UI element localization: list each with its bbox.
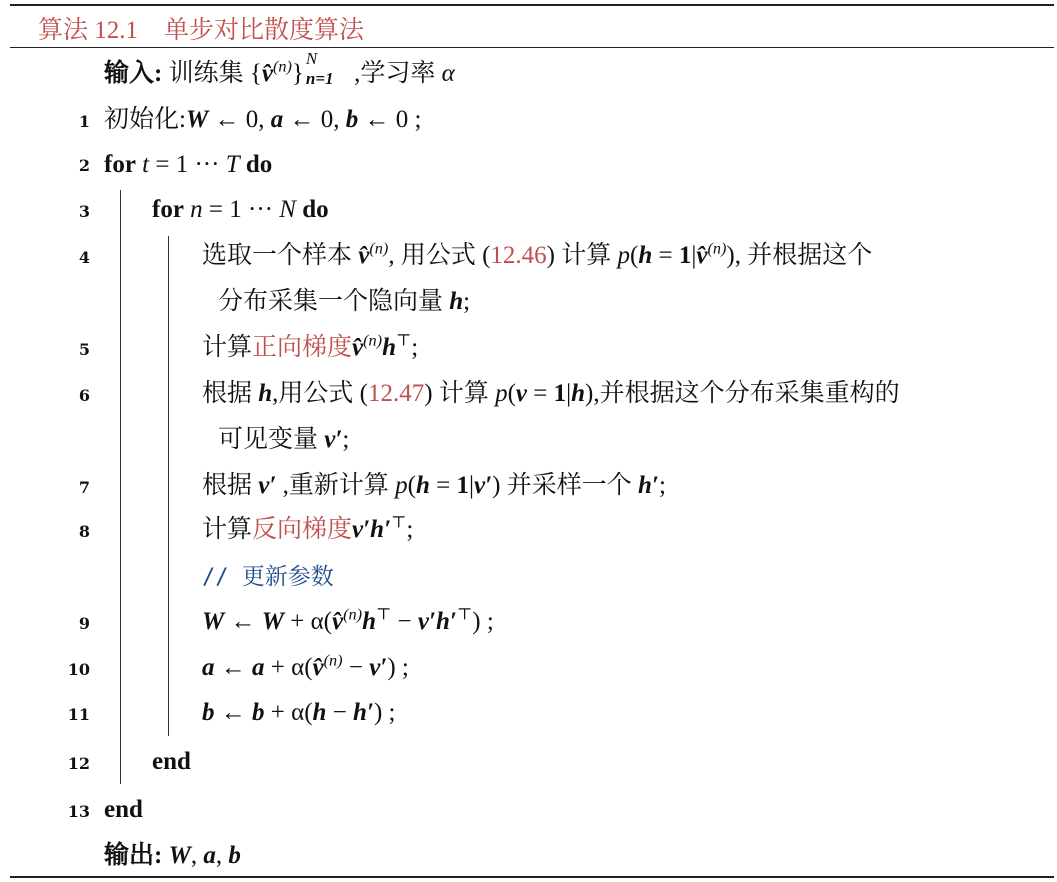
- W-symbol: W: [168, 842, 191, 869]
- v-hat-symbol: v̂: [352, 334, 364, 361]
- line-9: [202, 602, 494, 642]
- v-hat-symbol: v̂: [332, 608, 344, 635]
- line-13: [104, 790, 143, 830]
- algorithm-number: 算法 12.1: [38, 17, 139, 44]
- superscript-n: (n): [363, 331, 383, 350]
- line-number: 3: [78, 202, 90, 221]
- superscript-n: (n): [369, 239, 389, 258]
- line-4: [202, 236, 872, 276]
- line-number: 1: [78, 112, 90, 131]
- do-keyword: do: [302, 196, 329, 223]
- semicolon: ;: [342, 426, 350, 453]
- for-keyword: for: [104, 151, 136, 178]
- h-symbol: h: [449, 288, 464, 315]
- h-symbol: h: [571, 380, 586, 407]
- plus-alpha: + α(: [283, 608, 332, 635]
- a-symbol: a: [270, 106, 284, 133]
- p-symbol: p: [617, 242, 630, 269]
- bold-one: 1: [553, 380, 567, 407]
- alpha-symbol: α: [441, 60, 455, 87]
- output-line: [104, 836, 241, 876]
- line-7: 根据 v′ ,重新计算 p(h = 1|v′) 并采样一个 h′;: [202, 472, 666, 499]
- N-symbol: N: [279, 196, 296, 223]
- h-prime-symbol: h′: [436, 608, 457, 635]
- text: ) 计算: [424, 380, 496, 407]
- inner-loop-bar: [168, 236, 169, 736]
- comment-text: 更新参数: [241, 563, 334, 589]
- h-prime-symbol: h′: [370, 516, 392, 543]
- v-prime-symbol: v′: [324, 426, 343, 453]
- v-prime-symbol: v′: [417, 608, 437, 635]
- b-symbol: b: [202, 699, 215, 726]
- line-6-cont: [218, 420, 349, 460]
- equals: =: [652, 242, 679, 269]
- text: ), 并根据这个: [726, 242, 873, 269]
- close-paren: ) ;: [387, 654, 409, 681]
- brace-close: }: [291, 60, 304, 87]
- line-number: 7: [78, 478, 90, 497]
- assign-arrow: ←: [214, 654, 252, 681]
- range-text: = 1 ···: [202, 196, 280, 223]
- semicolon: ;: [411, 334, 419, 361]
- W-symbol: W: [261, 608, 284, 635]
- line-11: [202, 693, 396, 733]
- text: 根据: [202, 380, 259, 407]
- title-rule: [10, 47, 1054, 48]
- line-number: 9: [78, 614, 90, 633]
- line-4-cont: [218, 282, 470, 322]
- set-limits: [304, 49, 348, 88]
- T-symbol: T: [225, 151, 240, 178]
- n-symbol: n: [190, 196, 203, 223]
- subscript-n1: n=1: [305, 69, 334, 88]
- assign-arrow: ← 0,: [283, 106, 346, 133]
- assign-arrow: ←: [224, 608, 262, 635]
- t-symbol: t: [142, 151, 150, 178]
- v-hat-symbol: v̂: [312, 654, 324, 681]
- bottom-rule: [10, 876, 1054, 878]
- transpose: ⊤: [456, 605, 473, 624]
- transpose: ⊤: [375, 605, 392, 624]
- line-12: [152, 742, 191, 782]
- line-10: [202, 648, 409, 688]
- init-text: 初始化:: [104, 106, 186, 133]
- semicolon: ;: [658, 472, 666, 499]
- comma: ,: [215, 842, 229, 869]
- line-number: 6: [78, 386, 90, 405]
- a-symbol: a: [203, 842, 216, 869]
- v-symbol: v: [515, 380, 528, 407]
- negative-gradient-term: 反向梯度: [252, 516, 353, 543]
- semicolon: ;: [406, 516, 414, 543]
- W-symbol: W: [202, 608, 225, 635]
- equals: =: [429, 472, 457, 499]
- b-symbol: b: [252, 699, 265, 726]
- text: 分布采集一个隐向量: [218, 288, 450, 315]
- comma: ,: [190, 842, 204, 869]
- b-symbol: b: [345, 106, 359, 133]
- p-symbol: p: [395, 472, 408, 499]
- h-symbol: h: [638, 242, 653, 269]
- text: ) 计算: [546, 242, 618, 269]
- line-number: 2: [78, 156, 90, 175]
- text: , 用公式 (: [388, 242, 491, 269]
- equation-ref-link[interactable]: 12.47: [368, 380, 425, 407]
- bold-one: 1: [456, 472, 470, 499]
- line-1: [104, 100, 421, 140]
- text: ) 并采样一个: [492, 472, 638, 499]
- end-keyword: end: [152, 748, 191, 775]
- given-bar: |: [691, 242, 697, 269]
- equals: =: [527, 380, 554, 407]
- v-hat-symbol: v̂: [696, 242, 708, 269]
- h-symbol: h: [416, 472, 430, 499]
- superscript-N: N: [305, 49, 318, 68]
- p-symbol: p: [495, 380, 508, 407]
- line-6: 根据 h,用公式 (12.47) 计算 p(v = 1|h),并根据这个分布采集重构的: [202, 380, 900, 407]
- W-symbol: W: [185, 106, 209, 133]
- top-rule: [10, 4, 1054, 6]
- text: ,重新计算: [276, 472, 396, 499]
- close-paren: ) ;: [472, 608, 494, 635]
- a-symbol: a: [202, 654, 215, 681]
- line-number: 11: [67, 705, 90, 724]
- equation-ref-link[interactable]: 12.46: [490, 242, 547, 269]
- text: ,用公式 (: [272, 380, 368, 407]
- outer-loop-bar: [120, 190, 121, 784]
- v-prime-symbol: v′: [258, 472, 277, 499]
- range-text: = 1 ···: [149, 151, 226, 178]
- h-symbol: h: [258, 380, 273, 407]
- text: 选取一个样本: [202, 242, 359, 269]
- semicolon: ;: [463, 288, 471, 315]
- input-label: 输入:: [104, 60, 163, 87]
- minus: −: [342, 654, 370, 681]
- paren: (: [629, 242, 639, 269]
- line-number: 5: [78, 340, 90, 359]
- superscript-n: (n): [323, 651, 343, 670]
- learning-rate-text: ,学习率: [347, 60, 442, 87]
- v-prime-symbol: v′: [474, 472, 493, 499]
- v-hat-symbol: v̂: [261, 60, 273, 87]
- text: 可见变量: [218, 426, 325, 453]
- line-8: [202, 510, 413, 550]
- text: 计算: [202, 516, 253, 543]
- plus-alpha: + α(: [264, 654, 313, 681]
- transpose: ⊤: [396, 331, 412, 350]
- for-keyword: for: [152, 196, 184, 223]
- v-prime-symbol: v′: [369, 654, 388, 681]
- input-line: [104, 49, 455, 94]
- plus-alpha: + α(: [264, 699, 313, 726]
- superscript-n: (n): [272, 57, 292, 76]
- assign-arrow: ← 0,: [208, 106, 271, 133]
- h-prime-symbol: h′: [638, 472, 659, 499]
- bold-one: 1: [678, 242, 692, 269]
- line-3: [152, 190, 329, 230]
- algorithm-name: 单步对比散度算法: [164, 17, 365, 44]
- input-text: 训练集 {: [162, 60, 262, 87]
- minus: −: [326, 699, 354, 726]
- do-keyword: do: [245, 151, 273, 178]
- text: 根据: [202, 472, 259, 499]
- line-number: 12: [67, 754, 90, 773]
- output-label: 输出:: [104, 842, 163, 869]
- h-symbol: h: [312, 699, 327, 726]
- h-symbol: h: [382, 334, 396, 361]
- comment-slashes: //: [202, 565, 229, 590]
- assign-arrow: ←: [214, 699, 252, 726]
- text: ),并根据这个分布采集重构的: [585, 380, 900, 407]
- line-5: [202, 328, 418, 368]
- a-symbol: a: [252, 654, 265, 681]
- given-bar: |: [469, 472, 475, 499]
- given-bar: |: [566, 380, 572, 407]
- assign-arrow-end: ← 0 ;: [358, 106, 422, 133]
- line-number: 4: [78, 248, 90, 267]
- line-number: 8: [78, 522, 90, 541]
- b-symbol: b: [228, 842, 241, 869]
- h-symbol: h: [362, 608, 376, 635]
- positive-gradient-term: 正向梯度: [252, 334, 353, 361]
- transpose: ⊤: [391, 513, 407, 532]
- comment-line: [202, 556, 334, 596]
- minus: −: [391, 608, 418, 635]
- superscript-n: (n): [707, 239, 727, 258]
- h-prime-symbol: h′: [353, 699, 374, 726]
- line-number: 13: [67, 802, 90, 821]
- line-number: 10: [67, 660, 90, 679]
- end-keyword: end: [104, 796, 143, 823]
- line-2: [104, 145, 272, 185]
- v-prime-symbol: v′: [352, 516, 371, 543]
- text: 计算: [202, 334, 253, 361]
- v-hat-symbol: v̂: [358, 242, 370, 269]
- superscript-n: (n): [343, 605, 363, 624]
- close-paren: ) ;: [373, 699, 396, 726]
